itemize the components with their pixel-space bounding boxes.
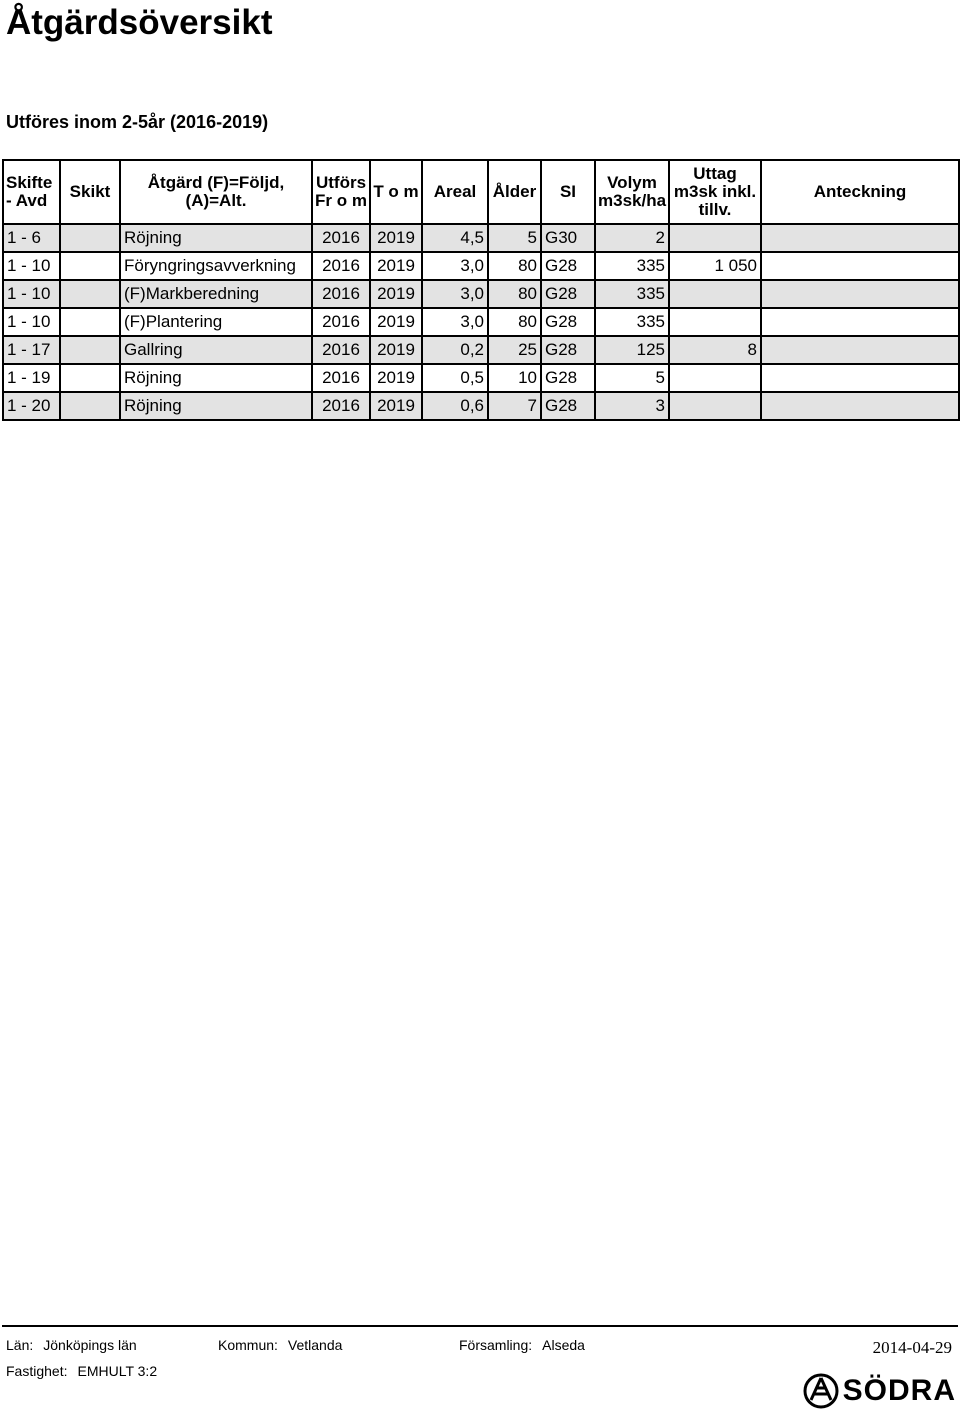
cell-volym: 335 [595, 308, 669, 336]
footer-lan [6, 1336, 137, 1354]
cell-from: 2016 [312, 392, 370, 420]
cell-si: G28 [541, 392, 595, 420]
cell-atgard: (F)Plantering [120, 308, 312, 336]
forsamling-label: Församling: [459, 1337, 533, 1353]
cell-skikt [60, 364, 120, 392]
cell-tom: 2019 [370, 280, 422, 308]
cell-areal: 4,5 [422, 224, 488, 252]
cell-tom: 2019 [370, 224, 422, 252]
cell-from: 2016 [312, 308, 370, 336]
footer-fastighet [6, 1362, 157, 1380]
cell-anteckning [761, 224, 959, 252]
cell-from: 2016 [312, 224, 370, 252]
sodra-logo-icon [803, 1373, 839, 1409]
cell-skikt [60, 336, 120, 364]
cell-si: G30 [541, 224, 595, 252]
header-tom: T o m [370, 160, 422, 224]
header-alder: Ålder [488, 160, 541, 224]
cell-si: G28 [541, 364, 595, 392]
cell-anteckning [761, 336, 959, 364]
cell-anteckning [761, 364, 959, 392]
cell-skikt [60, 392, 120, 420]
cell-uttag: 1 050 [669, 252, 761, 280]
cell-from: 2016 [312, 336, 370, 364]
cell-skifte: 1 - 6 [3, 224, 60, 252]
cell-areal: 3,0 [422, 308, 488, 336]
table-row [3, 252, 959, 280]
footer-forsamling [459, 1336, 585, 1354]
cell-skifte: 1 - 17 [3, 336, 60, 364]
section-title: Utföres inom 2-5år (2016-2019) [6, 112, 269, 132]
cell-atgard: Röjning [120, 364, 312, 392]
cell-areal: 0,5 [422, 364, 488, 392]
cell-skifte: 1 - 19 [3, 364, 60, 392]
cell-uttag [669, 280, 761, 308]
header-atgard: Åtgärd (F)=Följd, (A)=Alt. [120, 160, 312, 224]
cell-tom: 2019 [370, 392, 422, 420]
cell-uttag [669, 308, 761, 336]
footer-divider [2, 1325, 958, 1327]
cell-si: G28 [541, 336, 595, 364]
cell-skifte: 1 - 10 [3, 308, 60, 336]
cell-skifte: 1 - 10 [3, 280, 60, 308]
cell-skifte: 1 - 20 [3, 392, 60, 420]
cell-si: G28 [541, 280, 595, 308]
table-row [3, 308, 959, 336]
cell-from: 2016 [312, 280, 370, 308]
footer-kommun [218, 1336, 342, 1354]
table-row [3, 224, 959, 252]
cell-alder: 7 [488, 392, 541, 420]
cell-areal: 3,0 [422, 252, 488, 280]
cell-areal: 3,0 [422, 280, 488, 308]
header-volym: Volym m3sk/ha [595, 160, 669, 224]
cell-atgard: Röjning [120, 392, 312, 420]
cell-si: G28 [541, 308, 595, 336]
report-date: 2014-04-29 [872, 1338, 952, 1357]
cell-volym: 3 [595, 392, 669, 420]
cell-skikt [60, 280, 120, 308]
cell-skikt [60, 308, 120, 336]
fastighet-value: EMHULT 3:2 [77, 1363, 158, 1379]
cell-alder: 10 [488, 364, 541, 392]
cell-anteckning [761, 308, 959, 336]
header-uttag: Uttag m3sk inkl. tillv. [669, 160, 761, 224]
table-row [3, 336, 959, 364]
cell-alder: 80 [488, 308, 541, 336]
cell-volym: 5 [595, 364, 669, 392]
cell-atgard: Gallring [120, 336, 312, 364]
header-skifte: Skifte - Avd [3, 160, 60, 224]
cell-skifte: 1 - 10 [3, 252, 60, 280]
sodra-logo-text: SÖDRA [842, 1374, 956, 1407]
table-row [3, 280, 959, 308]
cell-uttag: 8 [669, 336, 761, 364]
header-skikt: Skikt [60, 160, 120, 224]
header-anteckning: Anteckning [761, 160, 959, 224]
cell-volym: 2 [595, 224, 669, 252]
cell-uttag [669, 392, 761, 420]
cell-alder: 80 [488, 280, 541, 308]
cell-from: 2016 [312, 364, 370, 392]
cell-alder: 5 [488, 224, 541, 252]
cell-atgard: Föryngringsavverkning [120, 252, 312, 280]
cell-uttag [669, 224, 761, 252]
cell-alder: 25 [488, 336, 541, 364]
lan-value: Jönköpings län [43, 1337, 137, 1353]
sodra-logo [803, 1372, 956, 1410]
table-row [3, 364, 959, 392]
cell-atgard: Röjning [120, 224, 312, 252]
cell-anteckning [761, 252, 959, 280]
header-areal: Areal [422, 160, 488, 224]
cell-areal: 0,2 [422, 336, 488, 364]
header-row [3, 160, 959, 224]
cell-si: G28 [541, 252, 595, 280]
kommun-label: Kommun: [218, 1337, 278, 1353]
table-row [3, 392, 959, 420]
kommun-value: Vetlanda [287, 1337, 343, 1353]
cell-anteckning [761, 392, 959, 420]
cell-volym: 335 [595, 252, 669, 280]
cell-uttag [669, 364, 761, 392]
cell-from: 2016 [312, 252, 370, 280]
cell-skikt [60, 252, 120, 280]
page-title: Åtgärdsöversikt [6, 3, 273, 42]
cell-volym: 125 [595, 336, 669, 364]
forsamling-value: Alseda [542, 1337, 585, 1353]
cell-alder: 80 [488, 252, 541, 280]
cell-atgard: (F)Markberedning [120, 280, 312, 308]
measures-table [2, 159, 960, 421]
header-si: SI [541, 160, 595, 224]
cell-anteckning [761, 280, 959, 308]
fastighet-label: Fastighet: [6, 1363, 68, 1379]
cell-skikt [60, 224, 120, 252]
lan-label: Län: [6, 1337, 34, 1353]
cell-tom: 2019 [370, 364, 422, 392]
cell-volym: 335 [595, 280, 669, 308]
cell-tom: 2019 [370, 308, 422, 336]
header-utfors: Utförs Fr o m [312, 160, 370, 224]
cell-tom: 2019 [370, 336, 422, 364]
cell-areal: 0,6 [422, 392, 488, 420]
cell-tom: 2019 [370, 252, 422, 280]
